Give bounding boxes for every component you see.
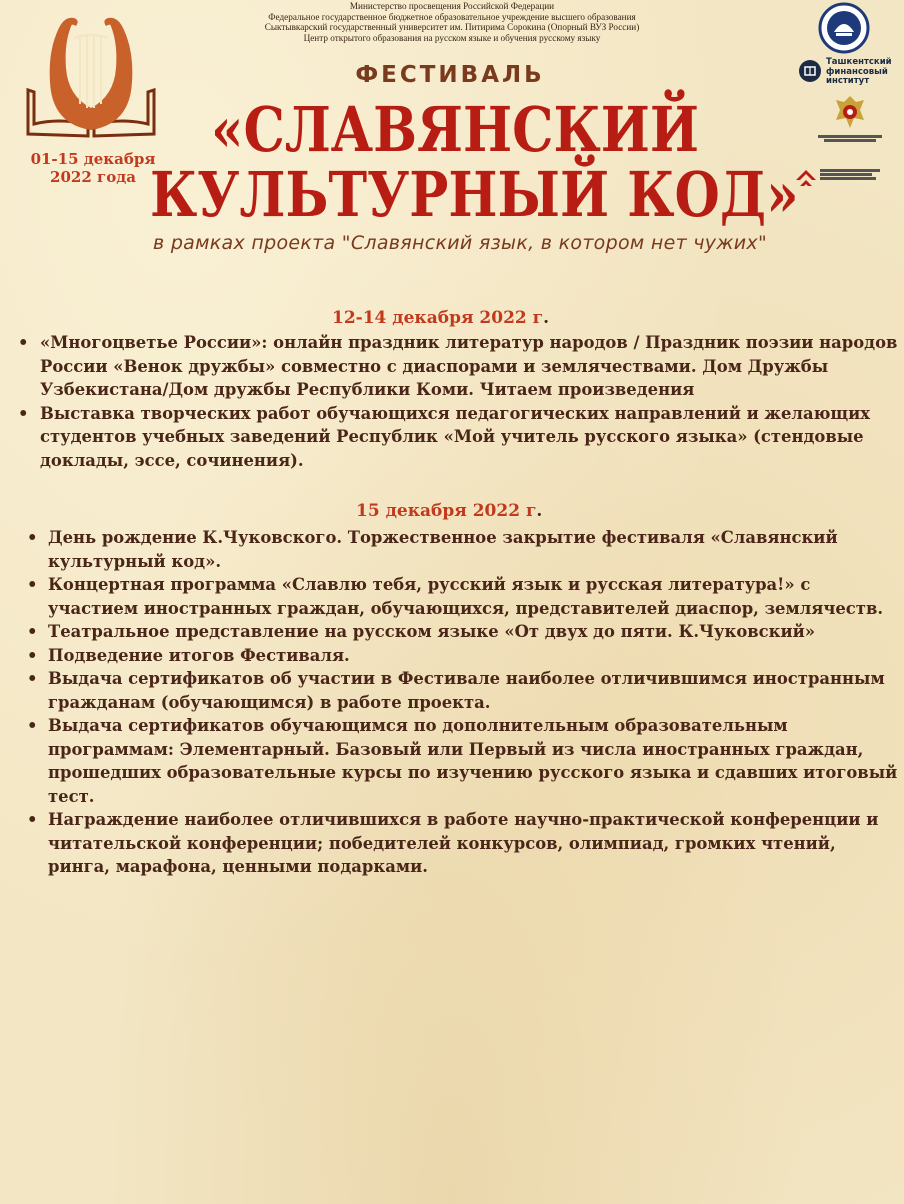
lyre-book-logo-icon (24, 12, 158, 140)
tashkent-emblem-icon (798, 59, 822, 83)
list-item (18, 402, 902, 473)
bullet-icon: • (18, 333, 29, 352)
section-date-text: 15 декабря 2022 г (356, 501, 537, 521)
bullet-icon: • (27, 645, 38, 665)
list-item-text: Награждение наиболее отличившихся в работе научно-практической конференции и читательской конференции; победителей конкурсов, олимпиад, громких чтений, ринга, марафона, ценными подарками. (48, 810, 879, 876)
university-chevron-icon (794, 168, 818, 188)
list-item (27, 573, 902, 620)
tashkent-name-line: институт (826, 76, 870, 86)
event-list (27, 526, 902, 879)
dates-line: 2022 года (50, 168, 136, 186)
project-subtitle: в рамках проекта "Славянский язык, в котором нет чужих" (152, 232, 768, 254)
eagle-emblem-icon (834, 94, 866, 130)
list-item (27, 644, 902, 668)
section-date-dot: . (536, 501, 543, 521)
list-item-text: Театральное представление на русском языке «От двух до пяти. К.Чуковский» (48, 622, 816, 641)
section-date-text: 12-14 декабря 2022 г (332, 308, 544, 328)
festival-title-line2: КУЛЬТУРНЫЙ КОД» (150, 159, 799, 232)
list-item-text: Выдача сертификатов об участии в Фестивале наиболее отличившимся иностранным гражданам (обучающимся) в работе проекта. (48, 669, 885, 712)
ministry-emblem-logo (810, 94, 890, 150)
round-seal-logo-icon (818, 2, 870, 54)
ministry-line: Центр открытого образования на русском языке и обучения русскому языку (303, 32, 601, 43)
list-item (27, 714, 902, 808)
festival-title-line1: «СЛАВЯНСКИЙ (210, 94, 700, 167)
section-date (356, 501, 542, 521)
tashkent-name-line: финансовый (826, 66, 888, 77)
tashkent-institute-logo (798, 58, 898, 86)
list-item (18, 331, 902, 402)
bullet-icon: • (27, 575, 38, 594)
bullet-icon: • (18, 403, 29, 423)
ministry-line: Министерство просвещения Российской Федерации (349, 1, 555, 11)
bullet-icon: • (27, 810, 38, 829)
list-item-text: «Многоцветье России»: онлайн праздник литератур народов / Праздник поэзии народов России «Венок дружбы» совместно с диаспорами и землячествами. Дом Дружбы Узбекистана/Дом дружбы Республики Коми. Читаем произведения (40, 333, 898, 399)
ministry-header (200, 1, 704, 43)
tashkent-name-line: Ташкентский (826, 57, 892, 67)
list-item (27, 620, 902, 644)
syktyvkar-university-logo (794, 166, 894, 190)
ministry-line: Федеральное государственное бюджетное образовательное учреждение высшего образования (268, 11, 636, 22)
festival-dates (18, 150, 168, 186)
list-item (27, 667, 902, 714)
tashkent-name (826, 58, 892, 87)
event-list (18, 331, 902, 472)
bullet-icon: • (27, 622, 38, 641)
list-item-text: Подведение итогов Фестиваля. (48, 645, 350, 665)
section-date (332, 308, 549, 328)
bullet-icon: • (27, 669, 38, 688)
list-item-text: День рождение К.Чуковского. Торжественное закрытие фестиваля «Славянский культурный код». (48, 528, 838, 571)
list-item-text: Выдача сертификатов обучающимся по дополнительным образовательным программам: Элементарный. Базовый или Первый из числа иностранных граждан, прошедших образовательные курсы по изучению русского языка и сдавших итоговый тест. (48, 716, 898, 806)
bullet-icon: • (27, 528, 38, 547)
bullet-icon: • (27, 716, 38, 735)
list-item-text: Выставка творческих работ обучающихся педагогических направлений и желающих студентов учебных заведений Республик «Мой учитель русского языка» (стендовые доклады, эссе, сочинения). (40, 403, 871, 470)
festival-label: ФЕСТИВАЛЬ (355, 62, 545, 88)
section-date-dot: . (543, 308, 550, 328)
ministry-emblem-caption-lines (810, 134, 890, 143)
list-item (27, 808, 902, 879)
dates-line: 01-15 декабря (30, 150, 156, 168)
ministry-line: Сыктывкарский государственный университет им. Питирима Сорокина (Опорный ВУЗ России) (264, 22, 640, 32)
list-item (27, 526, 902, 573)
university-caption-lines (820, 168, 894, 181)
list-item-text: Концертная программа «Славлю тебя, русский язык и русская литература!» с участием иностранных граждан, обучающихся, представителей диаспор, землячеств. (48, 575, 884, 618)
